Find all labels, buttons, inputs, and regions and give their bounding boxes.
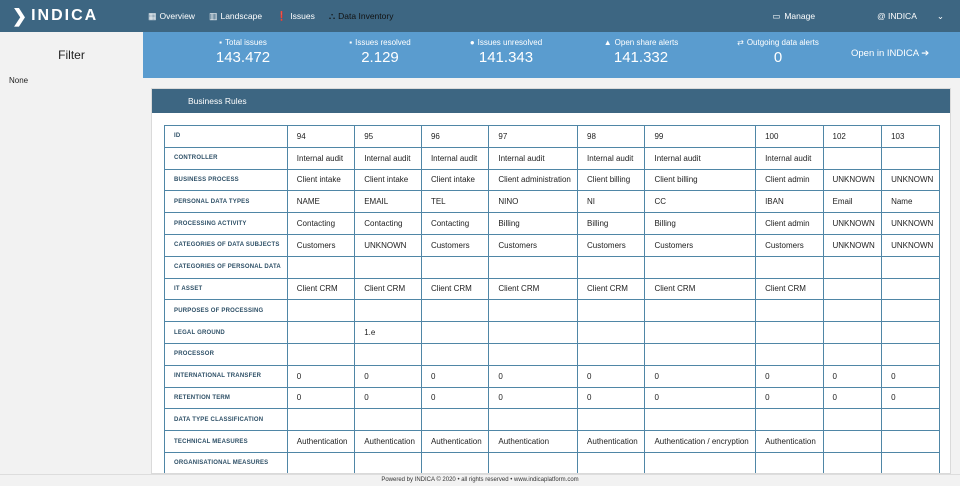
- table-cell: [489, 343, 578, 365]
- table-cell: [756, 343, 823, 365]
- row-header: PERSONAL DATA TYPES: [165, 191, 288, 213]
- table-cell: [287, 322, 354, 344]
- row-header: TECHNICAL MEASURES: [165, 431, 288, 453]
- table-cell: NAME: [287, 191, 354, 213]
- filter-none-label: None: [9, 76, 29, 85]
- table-cell: UNKNOWN: [882, 213, 940, 235]
- table-cell: NI: [578, 191, 645, 213]
- table-cell: Authentication: [421, 431, 488, 453]
- row-header: INTERNATIONAL TRANSFER: [165, 365, 288, 387]
- table-row: [165, 191, 940, 213]
- table-cell: [823, 147, 882, 169]
- nav-item-label: Landscape: [220, 11, 263, 21]
- table-row: [165, 387, 940, 409]
- table-cell: Authentication: [287, 431, 354, 453]
- row-header: BUSINESS PROCESS: [165, 169, 288, 191]
- table-cell: 95: [355, 126, 422, 148]
- stat-value: 2.129: [361, 49, 399, 66]
- table-row: [165, 126, 940, 148]
- row-header: IT ASSET: [165, 278, 288, 300]
- row-header: DATA TYPE CLASSIFICATION: [165, 409, 288, 431]
- table-cell: 0: [489, 387, 578, 409]
- table-cell: [882, 343, 940, 365]
- table-cell: 0: [882, 365, 940, 387]
- stats-banner: [143, 32, 960, 78]
- table-cell: [756, 409, 823, 431]
- table-cell: Client CRM: [645, 278, 756, 300]
- table-row: [165, 365, 940, 387]
- table-cell: NINO: [489, 191, 578, 213]
- table-cell: [645, 409, 756, 431]
- table-cell: Internal audit: [578, 147, 645, 169]
- table-cell: [882, 300, 940, 322]
- row-header: RETENTION TERM: [165, 387, 288, 409]
- table-cell: [882, 147, 940, 169]
- table-cell: 0: [578, 387, 645, 409]
- right-nav: [772, 0, 960, 32]
- table-cell: IBAN: [756, 191, 823, 213]
- business-rules-panel: [151, 88, 951, 474]
- table-cell: Authentication: [489, 431, 578, 453]
- stat-label-text: Issues resolved: [355, 38, 411, 47]
- panel-title: Business Rules: [188, 96, 247, 106]
- table-row: [165, 256, 940, 278]
- business-rules-table-scroll[interactable]: [164, 125, 940, 474]
- table-cell: Authentication: [355, 431, 422, 453]
- table-row: [165, 431, 940, 453]
- table-cell: Client CRM: [355, 278, 422, 300]
- table-cell: Customers: [421, 234, 488, 256]
- table-cell: Contacting: [355, 213, 422, 235]
- table-cell: [645, 343, 756, 365]
- table-cell: Client CRM: [421, 278, 488, 300]
- table-cell: [823, 300, 882, 322]
- table-cell: Internal audit: [645, 147, 756, 169]
- nav-item-issues[interactable]: [274, 7, 317, 26]
- table-cell: EMAIL: [355, 191, 422, 213]
- table-row: [165, 278, 940, 300]
- table-cell: 0: [287, 365, 354, 387]
- table-cell: [882, 452, 940, 474]
- row-header: ORGANISATIONAL MEASURES: [165, 452, 288, 474]
- table-cell: 94: [287, 126, 354, 148]
- open-in-indica-link[interactable]: Open in INDICA ➔: [851, 48, 930, 59]
- table-cell: [421, 452, 488, 474]
- table-cell: [287, 343, 354, 365]
- table-cell: Client intake: [421, 169, 488, 191]
- table-cell: [489, 256, 578, 278]
- table-cell: [645, 452, 756, 474]
- table-cell: [421, 343, 488, 365]
- chevron-right-icon: ❯: [12, 5, 28, 26]
- table-cell: 100: [756, 126, 823, 148]
- filter-sidebar: [0, 32, 143, 474]
- table-cell: Email: [823, 191, 882, 213]
- stat-label: [470, 38, 542, 47]
- row-header: CATEGORIES OF DATA SUBJECTS: [165, 234, 288, 256]
- table-cell: Client billing: [645, 169, 756, 191]
- top-navbar: [0, 0, 960, 32]
- nav-item-label: Data Inventory: [338, 11, 394, 21]
- table-cell: [421, 256, 488, 278]
- table-cell: UNKNOWN: [823, 213, 882, 235]
- table-cell: 99: [645, 126, 756, 148]
- table-cell: Name: [882, 191, 940, 213]
- row-header: PROCESSOR: [165, 343, 288, 365]
- table-cell: TEL: [421, 191, 488, 213]
- logo-text: INDICA: [31, 7, 99, 24]
- table-cell: [823, 452, 882, 474]
- table-cell: [421, 409, 488, 431]
- table-cell: [882, 256, 940, 278]
- table-cell: [756, 322, 823, 344]
- row-header: CATEGORIES OF PERSONAL DATA: [165, 256, 288, 278]
- manage-menu[interactable]: [772, 11, 815, 22]
- table-cell: [578, 452, 645, 474]
- table-cell: Internal audit: [421, 147, 488, 169]
- table-cell: 0: [355, 365, 422, 387]
- table-cell: 0: [578, 365, 645, 387]
- table-cell: Client CRM: [287, 278, 354, 300]
- table-cell: [287, 256, 354, 278]
- alert-icon: ❗: [276, 10, 288, 21]
- stat-label: [219, 38, 267, 47]
- stat-issues-resolved: [326, 38, 434, 66]
- table-cell: Billing: [645, 213, 756, 235]
- stat-value: 143.472: [215, 49, 271, 66]
- table-cell: 0: [489, 365, 578, 387]
- table-row: [165, 409, 940, 431]
- nav-item-landscape[interactable]: [207, 7, 264, 26]
- table-cell: [355, 300, 422, 322]
- table-cell: Client admin: [756, 169, 823, 191]
- user-label: @ INDICA: [877, 11, 917, 21]
- table-cell: [489, 452, 578, 474]
- table-cell: Customers: [287, 234, 354, 256]
- table-cell: Client intake: [355, 169, 422, 191]
- table-cell: 0: [645, 387, 756, 409]
- table-cell: [287, 409, 354, 431]
- exchange-icon: ⇄: [737, 38, 744, 47]
- table-cell: Client billing: [578, 169, 645, 191]
- table-cell: 103: [882, 126, 940, 148]
- table-cell: [489, 409, 578, 431]
- table-cell: 0: [355, 387, 422, 409]
- table-cell: [489, 300, 578, 322]
- stat-value: 141.332: [613, 49, 669, 66]
- stat-outgoing-data-alerts: [718, 38, 838, 66]
- table-cell: [823, 278, 882, 300]
- table-cell: Customers: [756, 234, 823, 256]
- clipboard-icon: ▪: [219, 38, 223, 47]
- table-cell: [421, 300, 488, 322]
- table-cell: [355, 409, 422, 431]
- table-cell: 102: [823, 126, 882, 148]
- table-cell: [287, 452, 354, 474]
- stat-value: 0: [773, 49, 783, 66]
- table-cell: [823, 256, 882, 278]
- table-cell: Authentication / encryption: [645, 431, 756, 453]
- stat-total-issues: [188, 38, 298, 66]
- business-rules-table: [164, 125, 940, 474]
- table-cell: [578, 409, 645, 431]
- table-cell: UNKNOWN: [882, 234, 940, 256]
- check-clipboard-icon: ▪: [349, 38, 353, 47]
- manage-label: Manage: [784, 11, 816, 21]
- table-cell: Client CRM: [489, 278, 578, 300]
- indica-logo[interactable]: [12, 6, 142, 27]
- table-cell: CC: [645, 191, 756, 213]
- table-row: [165, 452, 940, 474]
- table-cell: [578, 256, 645, 278]
- table-row: [165, 343, 940, 365]
- nav-item-label: Overview: [159, 11, 195, 21]
- table-cell: 0: [645, 365, 756, 387]
- table-cell: [287, 300, 354, 322]
- table-cell: 0: [823, 365, 882, 387]
- table-cell: 0: [823, 387, 882, 409]
- table-cell: 0: [756, 365, 823, 387]
- filter-title: Filter: [58, 48, 85, 62]
- table-cell: [355, 452, 422, 474]
- table-cell: Customers: [645, 234, 756, 256]
- table-cell: [823, 322, 882, 344]
- alert-circle-icon: ●: [469, 38, 475, 47]
- stat-label-text: Issues unresolved: [477, 38, 543, 47]
- table-cell: [756, 256, 823, 278]
- stat-label-text: Open share alerts: [614, 38, 679, 47]
- grid-icon: ▦: [148, 10, 157, 21]
- table-cell: [645, 322, 756, 344]
- stat-open-share-alerts: [586, 38, 696, 66]
- table-cell: Contacting: [421, 213, 488, 235]
- map-icon: ▥: [208, 10, 218, 21]
- table-cell: Billing: [489, 213, 578, 235]
- table-cell: [645, 256, 756, 278]
- table-cell: [645, 300, 756, 322]
- user-menu[interactable]: [877, 11, 944, 22]
- chevron-down-icon: ⌄: [936, 10, 944, 21]
- table-cell: 0: [882, 387, 940, 409]
- table-cell: [756, 300, 823, 322]
- table-cell: 0: [756, 387, 823, 409]
- table-cell: Internal audit: [355, 147, 422, 169]
- table-cell: 97: [489, 126, 578, 148]
- table-cell: [823, 409, 882, 431]
- footer: Powered by INDICA © 2020 • all rights reserved • www.indicaplatform.com: [0, 474, 960, 486]
- stat-label: [349, 38, 410, 47]
- table-cell: Authentication: [578, 431, 645, 453]
- table-cell: UNKNOWN: [823, 169, 882, 191]
- table-cell: 96: [421, 126, 488, 148]
- table-cell: UNKNOWN: [882, 169, 940, 191]
- row-header: PROCESSING ACTIVITY: [165, 213, 288, 235]
- table-cell: UNKNOWN: [823, 234, 882, 256]
- manage-icon: ▭: [772, 10, 781, 21]
- table-cell: UNKNOWN: [355, 234, 422, 256]
- table-cell: [882, 431, 940, 453]
- nav-item-label: Issues: [290, 11, 315, 21]
- table-cell: Internal audit: [287, 147, 354, 169]
- table-cell: Client CRM: [756, 278, 823, 300]
- nav-item-data-inventory[interactable]: [327, 7, 396, 26]
- table-cell: Client administration: [489, 169, 578, 191]
- stat-issues-unresolved: [451, 38, 561, 66]
- table-cell: [489, 322, 578, 344]
- stat-label: [737, 38, 819, 47]
- table-cell: Internal audit: [489, 147, 578, 169]
- table-cell: [882, 278, 940, 300]
- row-header: LEGAL GROUND: [165, 322, 288, 344]
- nav-item-overview[interactable]: [146, 7, 197, 26]
- stat-value: 141.343: [478, 49, 534, 66]
- table-cell: [578, 300, 645, 322]
- bell-icon: ▲: [603, 38, 612, 47]
- table-cell: Contacting: [287, 213, 354, 235]
- table-row: [165, 169, 940, 191]
- table-cell: Billing: [578, 213, 645, 235]
- table-cell: 1.e: [355, 322, 422, 344]
- table-row: [165, 147, 940, 169]
- stat-label-text: Total issues: [225, 38, 267, 47]
- table-cell: 0: [287, 387, 354, 409]
- row-header: ID: [165, 126, 288, 148]
- table-cell: Customers: [489, 234, 578, 256]
- table-cell: Client intake: [287, 169, 354, 191]
- row-header: CONTROLLER: [165, 147, 288, 169]
- table-cell: [421, 322, 488, 344]
- table-cell: [578, 322, 645, 344]
- stat-label: [604, 38, 679, 47]
- panel-header: [152, 89, 950, 113]
- main-nav: [146, 7, 395, 26]
- table-row: [165, 322, 940, 344]
- table-cell: Authentication: [756, 431, 823, 453]
- table-cell: 0: [421, 387, 488, 409]
- table-cell: [355, 343, 422, 365]
- table-cell: [578, 343, 645, 365]
- table-cell: Customers: [578, 234, 645, 256]
- table-cell: [823, 431, 882, 453]
- table-cell: [355, 256, 422, 278]
- table-cell: [823, 343, 882, 365]
- table-cell: Client admin: [756, 213, 823, 235]
- row-header: PURPOSES OF PROCESSING: [165, 300, 288, 322]
- table-cell: Internal audit: [756, 147, 823, 169]
- table-cell: [882, 322, 940, 344]
- table-row: [165, 234, 940, 256]
- table-cell: [882, 409, 940, 431]
- stat-label-text: Outgoing data alerts: [746, 38, 819, 47]
- table-row: [165, 300, 940, 322]
- table-row: [165, 213, 940, 235]
- table-cell: [756, 452, 823, 474]
- table-cell: Client CRM: [578, 278, 645, 300]
- sitemap-icon: ⛬: [328, 10, 336, 21]
- table-cell: 0: [421, 365, 488, 387]
- table-cell: 98: [578, 126, 645, 148]
